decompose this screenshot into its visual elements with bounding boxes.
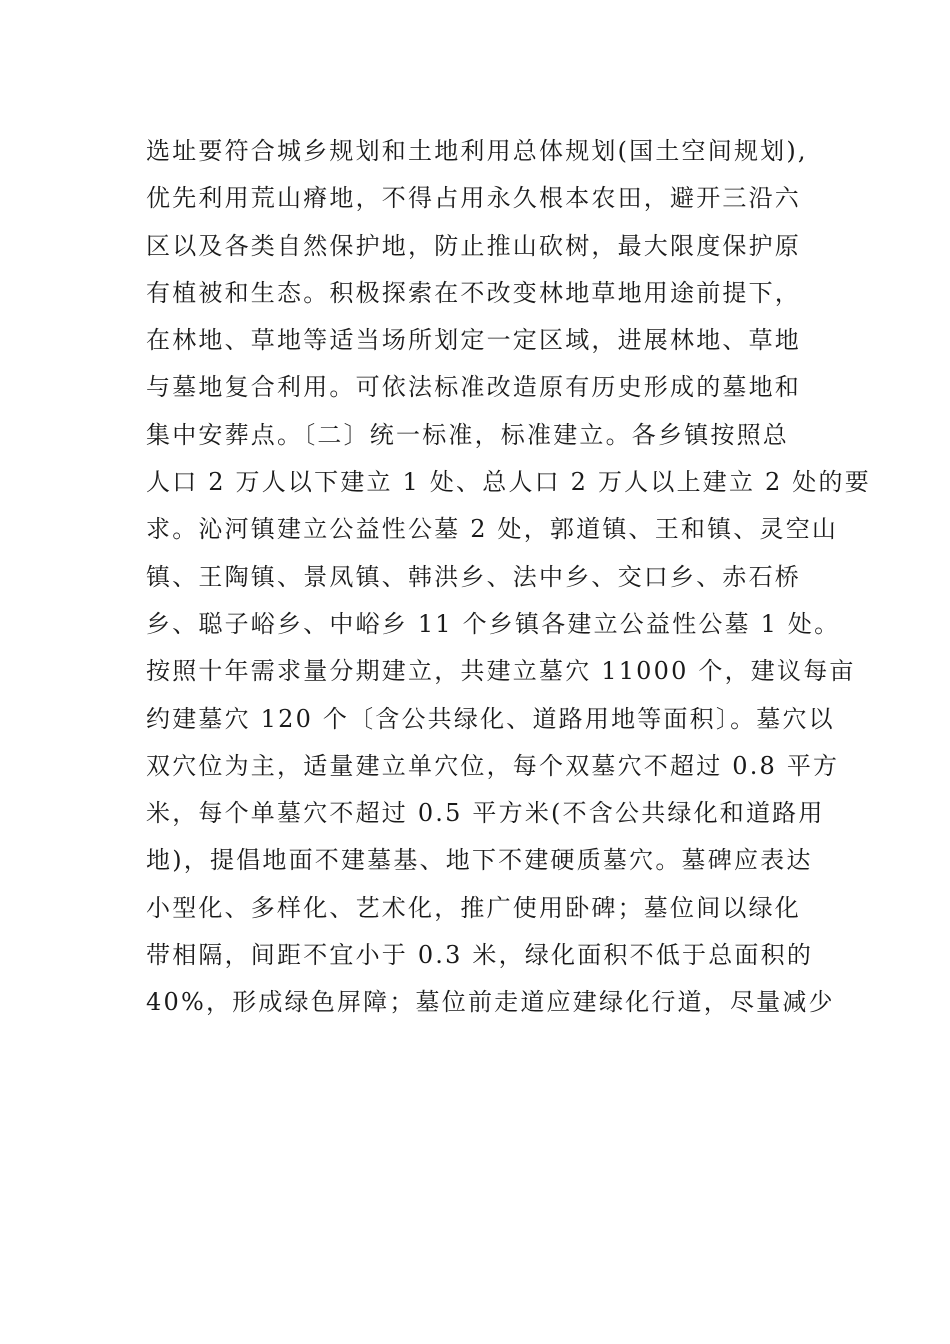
text-line: 人口 2 万人以下建立 1 处、总人口 2 万人以上建立 2 处的要	[146, 468, 871, 497]
text-line: 按照十年需求量分期建立，共建立墓穴 11000 个，建议每亩	[146, 657, 856, 686]
text-line: 小型化、多样化、艺术化，推广使用卧碑；墓位间以绿化	[146, 893, 801, 922]
text-line: 米，每个单墓穴不超过 0.5 平方米(不含公共绿化和道路用	[146, 799, 825, 828]
body-text	[146, 128, 871, 1027]
text-line: 约建墓穴 120 个〔含公共绿化、道路用地等面积〕。墓穴以	[146, 704, 835, 733]
text-line: 在林地、草地等适当场所划定一定区域，进展林地、草地	[146, 326, 801, 355]
text-line: 优先利用荒山瘠地，不得占用永久根本农田，避开三沿六	[146, 184, 801, 213]
text-line: 40%，形成绿色屏障；墓位前走道应建绿化行道，尽量减少	[146, 988, 835, 1017]
text-line: 集中安葬点。〔二〕统一标准，标准建立。各乡镇按照总	[146, 420, 789, 449]
text-line: 与墓地复合利用。可依法标准改造原有历史形成的墓地和	[146, 373, 801, 402]
text-line: 求。沁河镇建立公益性公墓 2 处，郭道镇、王和镇、灵空山	[146, 515, 839, 544]
text-line: 区以及各类自然保护地，防止推山砍树，最大限度保护原	[146, 231, 801, 260]
text-line: 乡、聪子峪乡、中峪乡 11 个乡镇各建立公益性公墓 1 处。	[146, 609, 841, 638]
text-line: 带相隔，间距不宜小于 0.3 米，绿化面积不低于总面积的	[146, 941, 814, 970]
text-line: 镇、王陶镇、景凤镇、韩洪乡、法中乡、交口乡、赤石桥	[146, 562, 801, 591]
text-line: 有植被和生态。积极探索在不改变林地草地用途前提下，	[146, 278, 801, 307]
text-line: 双穴位为主，适量建立单穴位，每个双墓穴不超过 0.8 平方	[146, 751, 840, 780]
text-line: 选址要符合城乡规划和土地利用总体规划(国土空间规划),	[146, 137, 808, 165]
text-line: 地)，提倡地面不建墓基、地下不建硬质墓穴。墓碑应表达	[146, 846, 813, 875]
